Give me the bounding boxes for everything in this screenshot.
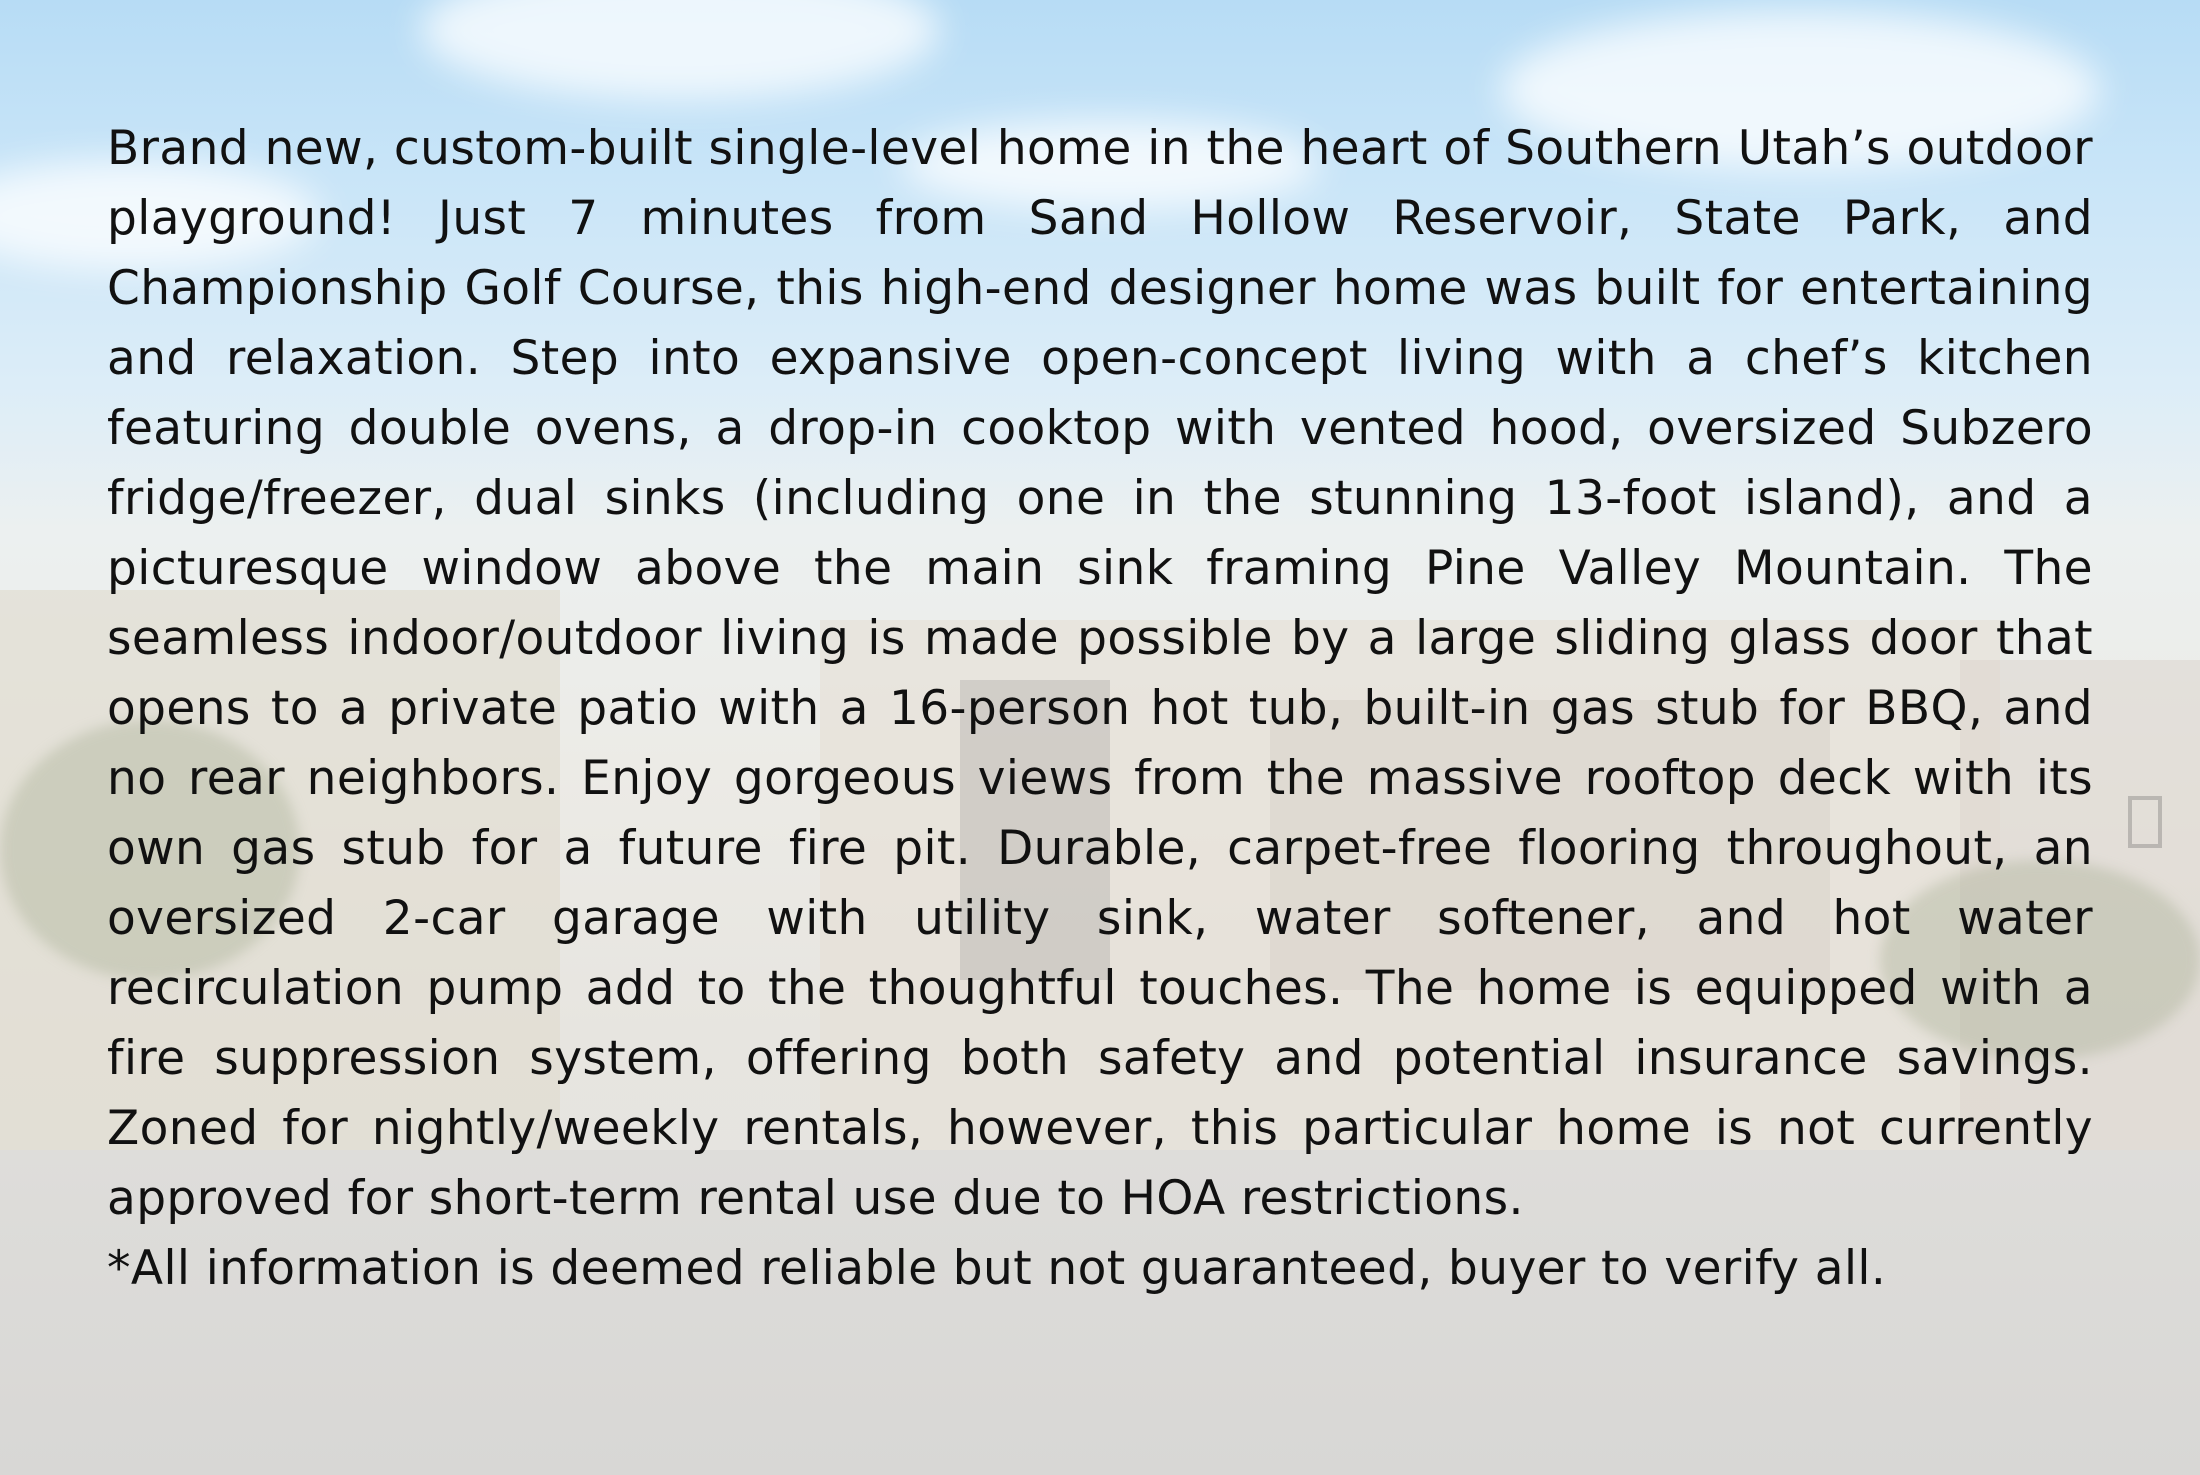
cloud	[420, 0, 940, 100]
listing-text-block	[107, 114, 2093, 1304]
wall-light-fixture	[2128, 796, 2162, 848]
listing-disclaimer: *All information is deemed reliable but not guaranteed, buyer to verify all.	[107, 1241, 1887, 1296]
listing-description: Brand new, custom-built single-level home in the heart of Southern Utah’s outdoor playground! Just 7 minutes from Sand Hollow Reservoir, State Park, and Championship Golf Course, this high-end designer home was built for entertaining and relaxation. Step into expansive open-concept living with a chef’s kitchen featuring double ovens, a drop-in cooktop with vented hood, oversized Subzero fridge/freezer, dual sinks (including one in the stunning 13-foot island), and a picturesque window above the main sink framing Pine Valley Mountain. The seamless indoor/outdoor living is made possible by a large sliding glass door that opens to a private patio with a 16-person hot tub, built-in gas stub for BBQ, and no rear neighbors. Enjoy gorgeous views from the massive rooftop deck with its own gas stub for a future fire pit. Durable, carpet-free flooring throughout, an oversized 2-car garage with utility sink, water softener, and hot water recirculation pump add to the thoughtful touches. The home is equipped with a fire suppression system, offering both safety and potential insurance savings. Zoned for nightly/weekly rentals, however, this particular home is not currently approved for short-term rental use due to HOA restrictions.	[107, 121, 2093, 1226]
